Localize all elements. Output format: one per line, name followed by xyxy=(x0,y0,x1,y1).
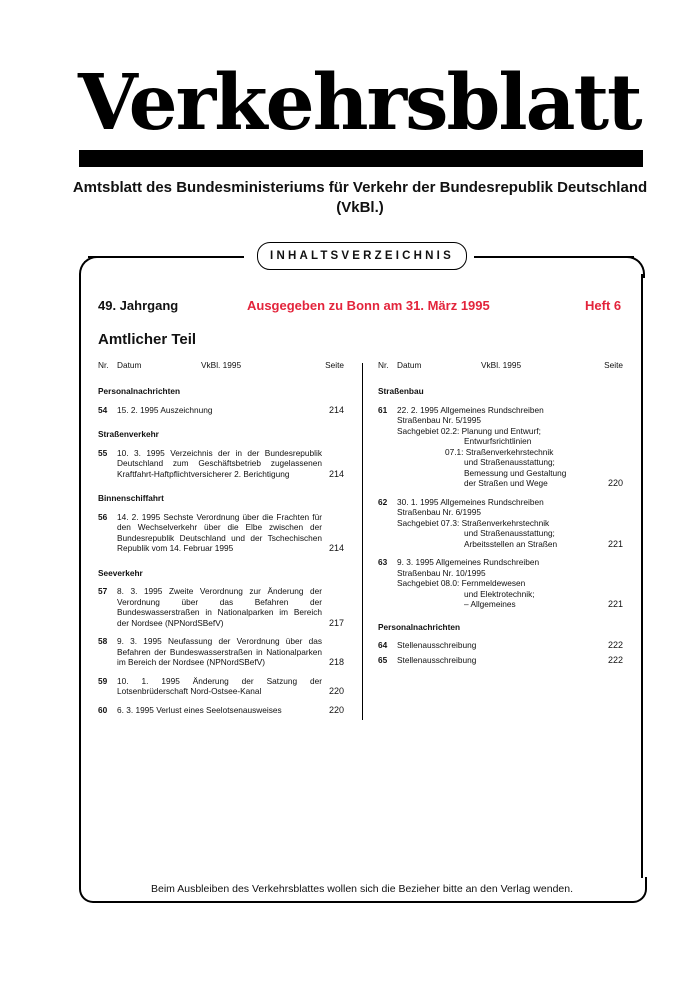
section-title: Amtlicher Teil xyxy=(98,331,197,348)
toc-entry-61[interactable]: 61 22. 2. 1995 Allgemeines Rundschreiben Straßenbau Nr. 5/1995 Sachgebiet 02.2: Planung und Entwurf; Entwurfsrichtlinien 07.1: Straßenverkehrstechnik und Straßenausstattung; Bemessung und Gestaltung der Straßen und Wege 220 xyxy=(378,404,623,488)
col-datum: Datum xyxy=(117,360,142,370)
issue-date: Ausgegeben zu Bonn am 31. März 1995 xyxy=(247,298,490,313)
footer-notice: Beim Ausbleiben des Verkehrsblattes wollen sich die Bezieher bitte an den Verlag wenden. xyxy=(150,883,573,895)
column-header xyxy=(98,360,344,378)
publication-subtitle xyxy=(60,178,660,218)
masthead-rule xyxy=(79,150,643,167)
jahrgang: 49. Jahrgang xyxy=(98,298,179,313)
column-header xyxy=(378,360,623,378)
column-divider xyxy=(362,363,363,720)
group-heading: Straßenverkehr xyxy=(98,429,159,439)
inhaltsverzeichnis-label: INHALTSVERZEICHNIS xyxy=(257,242,467,270)
toc-entry-63[interactable]: 63 9. 3. 1995 Allgemeines Rundschreiben Straßenbau Nr. 10/1995 Sachgebiet 08.0: Fernmeldewesen und Elektrotechnik; – Allgemeines 221 xyxy=(378,557,623,609)
toc-entry-65[interactable]: 65 Stellenausschreibung 222 xyxy=(378,654,623,665)
toc-column-left xyxy=(98,360,344,723)
masthead-title: Verkehrsblatt xyxy=(78,58,641,148)
subtitle-line-1: Amtsblatt des Bundesministeriums für Verkehr der Bundesrepublik Deutschland xyxy=(72,179,648,196)
group-heading: Seeverkehr xyxy=(98,567,143,578)
col-vkbl: VkBl. 1995 xyxy=(481,360,522,370)
toc-entry-57[interactable]: 57 8. 3. 1995 Zweite Verordnung zur Änderung der Verordnung über das Befahren der Bundeswasserstraßen in Nationalparken im Bereich der Nordsee (NPNordSBefV) 217 xyxy=(98,586,344,628)
toc-entry-58[interactable]: 58 9. 3. 1995 Neufassung der Verordnung über das Befahren der Bundeswasserstraßen in Nationalparken im Bereich der Nordsee (NPNordSBefV) 218 xyxy=(98,636,344,667)
col-vkbl: VkBl. 1995 xyxy=(201,360,242,370)
frame-left-side xyxy=(79,274,81,878)
subtitle-line-2: (VkBl.) xyxy=(336,199,384,216)
frame-corner-left xyxy=(79,256,101,278)
toc-entry-59[interactable]: 59 10. 1. 1995 Änderung der Satzung der Lotsenbrüderschaft Nord-Ostsee-Kanal 220 xyxy=(98,675,344,696)
col-seite: Seite xyxy=(604,360,623,370)
group-heading: Straßenbau xyxy=(378,386,424,396)
toc-column-right xyxy=(378,360,623,673)
toc-entry-56[interactable]: 56 14. 2. 1995 Sechste Verordnung über die Frachten für den Wechselverkehr über die Elbe zwischen der Bundesrepublik Deutschland und der Tschechischen Republik vom 14. Februar 1995 214 xyxy=(98,511,344,553)
toc-entry-55[interactable]: 55 10. 3. 1995 Verzeichnis der in der Bundesrepublik Deutschland zum Geschäftsbetrieb zugelassenen Kraftfahrt-Haftpflichtversicherer 2. Berichtigung 214 xyxy=(98,447,344,479)
col-datum: Datum xyxy=(397,360,422,370)
toc-entry-64[interactable]: 64 Stellenausschreibung 222 xyxy=(378,640,623,650)
toc-entry-54[interactable]: 54 15. 2. 1995 Auszeichnung 214 xyxy=(98,404,344,415)
toc-entry-60[interactable]: 60 6. 3. 1995 Verlust eines Seelotsenausweises 220 xyxy=(98,704,344,715)
col-seite: Seite xyxy=(325,360,344,370)
frame-top-right xyxy=(474,256,634,258)
group-heading: Personalnachrichten xyxy=(378,621,461,632)
frame-top-left xyxy=(88,256,244,258)
group-heading: Personalnachrichten xyxy=(98,386,181,396)
col-nr: Nr. xyxy=(98,360,109,370)
group-heading: Binnenschiffahrt xyxy=(98,493,164,503)
issue-number: Heft 6 xyxy=(585,298,622,313)
frame-right-side xyxy=(641,274,643,878)
toc-entry-62[interactable]: 62 30. 1. 1995 Allgemeines Rundschreiben Straßenbau Nr. 6/1995 Sachgebiet 07.3: Straßenverkehrstechnik und Straßenausstattung; Arbeitsstellen an Straßen 221 xyxy=(378,496,623,549)
col-nr: Nr. xyxy=(378,360,389,370)
